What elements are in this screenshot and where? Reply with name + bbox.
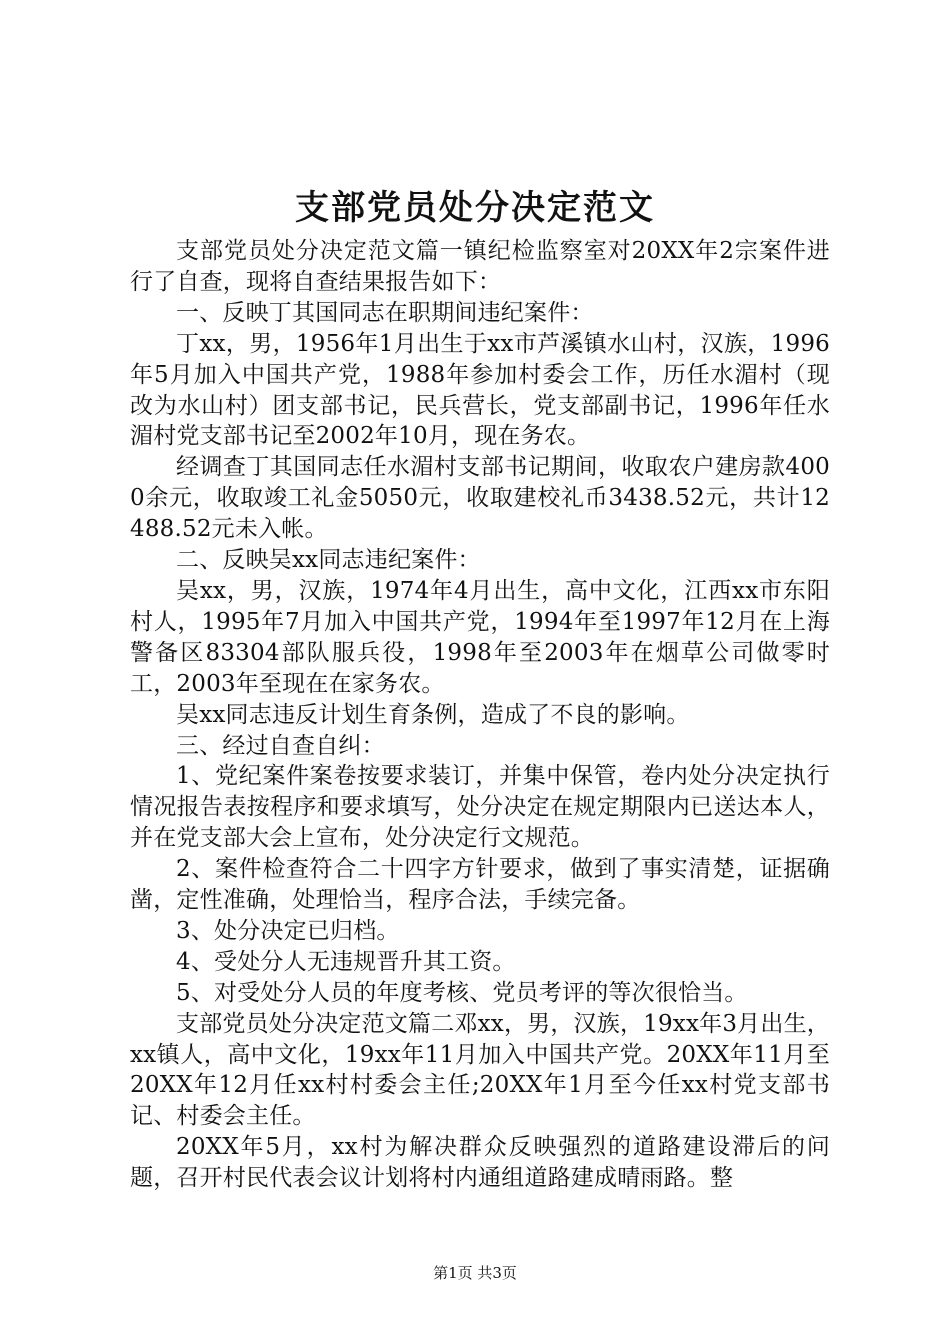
paragraph: 支部党员处分决定范文篇一镇纪检监察室对20XX年2宗案件进行了自查，现将自查结果报告如下： [130, 238, 830, 295]
document-body [130, 236, 830, 1194]
paragraph: 吴xx，男，汉族，1974年4月出生，高中文化，江西xx市东阳村人，1995年7月加入中国共产党，1994年至1997年12月在上海警备区83304部队服兵役，1998年至2003年在烟草公司做零时工，2003年至现在在家务农。 [130, 577, 830, 697]
paragraph: 1、党纪案件案卷按要求装订，并集中保管，卷内处分决定执行情况报告表按程序和要求填写，处分决定在规定期限内已送达本人，并在党支部大会上宣布，处分决定行文规范。 [130, 763, 830, 852]
paragraph: 5、对受处分人员的年度考核、党员考评的等次很恰当。 [176, 979, 748, 1006]
paragraph: 2、案件检查符合二十四字方针要求，做到了事实清楚，证据确凿，定性准确，处理恰当，程序合法，手续完备。 [130, 856, 830, 914]
paragraph: 一、反映丁其国同志在职期间违纪案件： [176, 299, 594, 326]
paragraph: 吴xx同志违反计划生育条例，造成了不良的影响。 [176, 701, 690, 728]
paragraph: 4、受处分人无违规晋升其工资。 [176, 948, 516, 975]
paragraph: 二、反映吴xx同志违纪案件： [176, 547, 481, 574]
paragraph: 3、处分决定已归档。 [176, 917, 400, 944]
paragraph: 支部党员处分决定范文篇二邓xx，男，汉族，19xx年3月出生，xx镇人，高中文化，19xx年11月加入中国共产党。20XX年11月至20XX年12月任xx村村委会主任;20XX年1月至今任xx村党支部书记、村委会主任。 [130, 1010, 830, 1130]
paragraph: 20XX年5月，xx村为解决群众反映强烈的道路建设滞后的问题，召开村民代表会议计划将村内通组道路建成晴雨路。整 [130, 1134, 830, 1192]
document-title: 支部党员处分决定范文 [295, 188, 655, 228]
paragraph: 丁xx，男，1956年1月出生于xx市芦溪镇水山村，汉族，1996年5月加入中国共产党，1988年参加村委会工作，历任水湄村（现改为水山村）团支部书记，民兵营长，党支部副书记，1996年任水湄村党支部书记至2002年10月，现在务农。 [130, 330, 830, 450]
page-number-footer: 第1页 共3页 [433, 1264, 517, 1282]
paragraph: 经调查丁其国同志任水湄村支部书记期间，收取农户建房款4000余元，收取竣工礼金5050元，收取建校礼币3438.52元，共计12488.52元未入帐。 [130, 454, 830, 543]
paragraph: 三、经过自查自纠： [176, 732, 385, 759]
